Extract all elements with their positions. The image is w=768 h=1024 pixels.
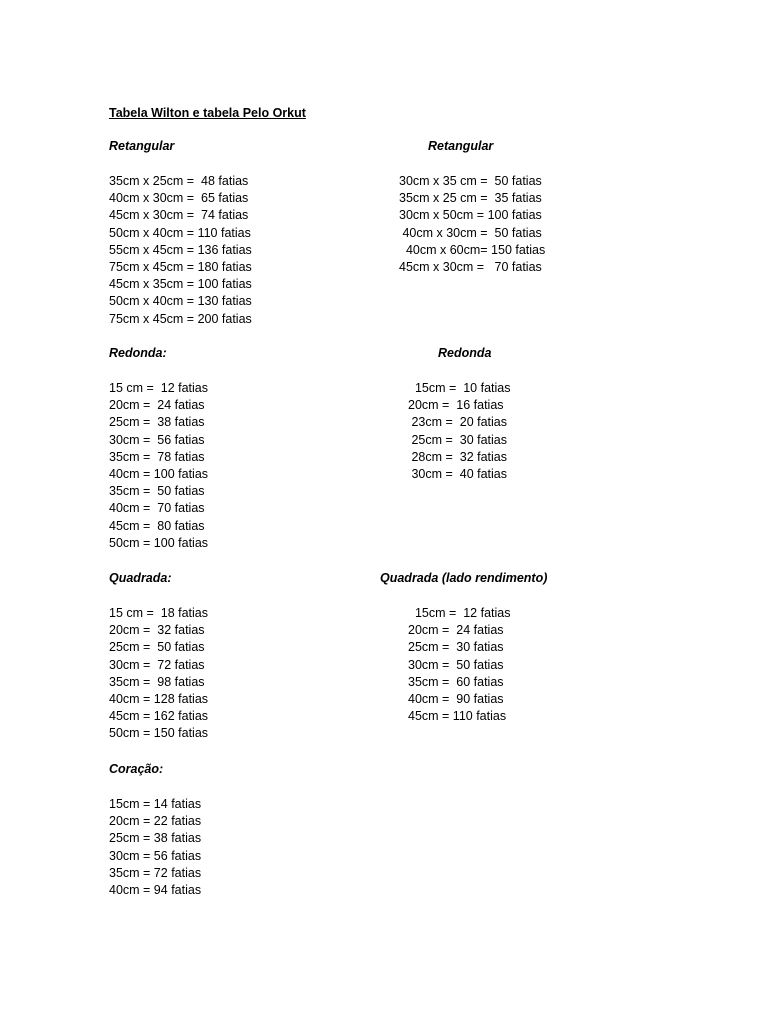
list-item: 40cm = 100 fatias (109, 466, 209, 481)
list-item: 45cm = 162 fatias (109, 709, 209, 724)
list-item: 23cm = 20 fatias (408, 415, 508, 430)
list-item: 35cm = 60 fatias (408, 674, 504, 689)
list-item: 45cm = 80 fatias (109, 518, 205, 533)
list-item: 28cm = 32 fatias (408, 449, 508, 464)
list-item: 50cm x 40cm = 110 fatias (109, 225, 251, 240)
list-item: 20cm = 32 fatias (109, 623, 205, 638)
list-item: 30cm = 40 fatias (408, 466, 508, 481)
list-item: 30cm x 35 cm = 50 fatias (399, 174, 542, 188)
list-item: 25cm = 50 fatias (109, 640, 205, 655)
list-item: 30cm = 50 fatias (408, 657, 504, 672)
list-item: 15 cm = 18 fatias (109, 606, 209, 620)
quadrada-left-list (109, 605, 208, 743)
heading-retangular-right: Retangular (428, 139, 494, 153)
quadrada-right-list (408, 605, 510, 725)
heading-redonda-right: Redonda (438, 346, 492, 360)
list-item: 40cm x 30cm = 50 fatias (399, 225, 542, 240)
list-item: 25cm = 30 fatias (408, 640, 504, 655)
list-item: 20cm = 24 fatias (408, 623, 504, 638)
list-item: 45cm x 30cm = 74 fatias (109, 208, 249, 223)
list-item: 15cm = 10 fatias (408, 381, 511, 395)
list-item: 15 cm = 12 fatias (109, 381, 209, 395)
redonda-left-list (109, 380, 208, 552)
list-item: 45cm = 110 fatias (408, 709, 507, 724)
heading-retangular-left: Retangular (109, 139, 175, 153)
list-item: 50cm x 40cm = 130 fatias (109, 294, 252, 309)
list-item: 25cm = 38 fatias (109, 415, 205, 430)
list-item: 15cm = 12 fatias (408, 606, 511, 620)
list-item: 50cm = 150 fatias (109, 726, 209, 741)
list-item: 35cm = 50 fatias (109, 484, 205, 499)
page-title: Tabela Wilton e tabela Pelo Orkut (109, 106, 306, 120)
list-item: 35cm x 25 cm = 35 fatias (399, 191, 542, 206)
list-item: 15cm = 14 fatias (109, 797, 202, 811)
retangular-left-list (109, 173, 252, 328)
list-item: 40cm x 60cm= 150 fatias (399, 242, 546, 257)
list-item: 20cm = 24 fatias (109, 398, 205, 413)
list-item: 25cm = 38 fatias (109, 831, 202, 846)
list-item: 40cm = 128 fatias (109, 691, 209, 706)
list-item: 35cm = 98 fatias (109, 674, 205, 689)
list-item: 20cm = 22 fatias (109, 814, 202, 829)
list-item: 25cm = 30 fatias (408, 432, 508, 447)
list-item: 40cm = 70 fatias (109, 501, 205, 516)
list-item: 35cm x 25cm = 48 fatias (109, 174, 249, 188)
heading-quadrada-left: Quadrada: (109, 571, 172, 585)
list-item: 45cm x 35cm = 100 fatias (109, 277, 252, 292)
list-item: 40cm = 94 fatias (109, 882, 202, 897)
redonda-right-list (408, 380, 510, 483)
list-item: 30cm = 56 fatias (109, 848, 202, 863)
list-item: 55cm x 45cm = 136 fatias (109, 242, 252, 257)
heading-quadrada-right: Quadrada (lado rendimento) (380, 571, 548, 585)
list-item: 20cm = 16 fatias (408, 398, 504, 413)
list-item: 40cm x 30cm = 65 fatias (109, 191, 249, 206)
retangular-right-list (399, 173, 545, 276)
heading-redonda-left: Redonda: (109, 346, 167, 360)
list-item: 75cm x 45cm = 200 fatias (109, 311, 252, 326)
list-item: 30cm = 56 fatias (109, 432, 205, 447)
list-item: 35cm = 72 fatias (109, 865, 202, 880)
list-item: 35cm = 78 fatias (109, 449, 205, 464)
list-item: 45cm x 30cm = 70 fatias (399, 259, 542, 274)
list-item: 30cm = 72 fatias (109, 657, 205, 672)
heading-coracao: Coração: (109, 762, 164, 776)
list-item: 50cm = 100 fatias (109, 535, 209, 550)
list-item: 30cm x 50cm = 100 fatias (399, 208, 542, 223)
coracao-list (109, 796, 201, 899)
list-item: 75cm x 45cm = 180 fatias (109, 259, 252, 274)
list-item: 40cm = 90 fatias (408, 691, 504, 706)
